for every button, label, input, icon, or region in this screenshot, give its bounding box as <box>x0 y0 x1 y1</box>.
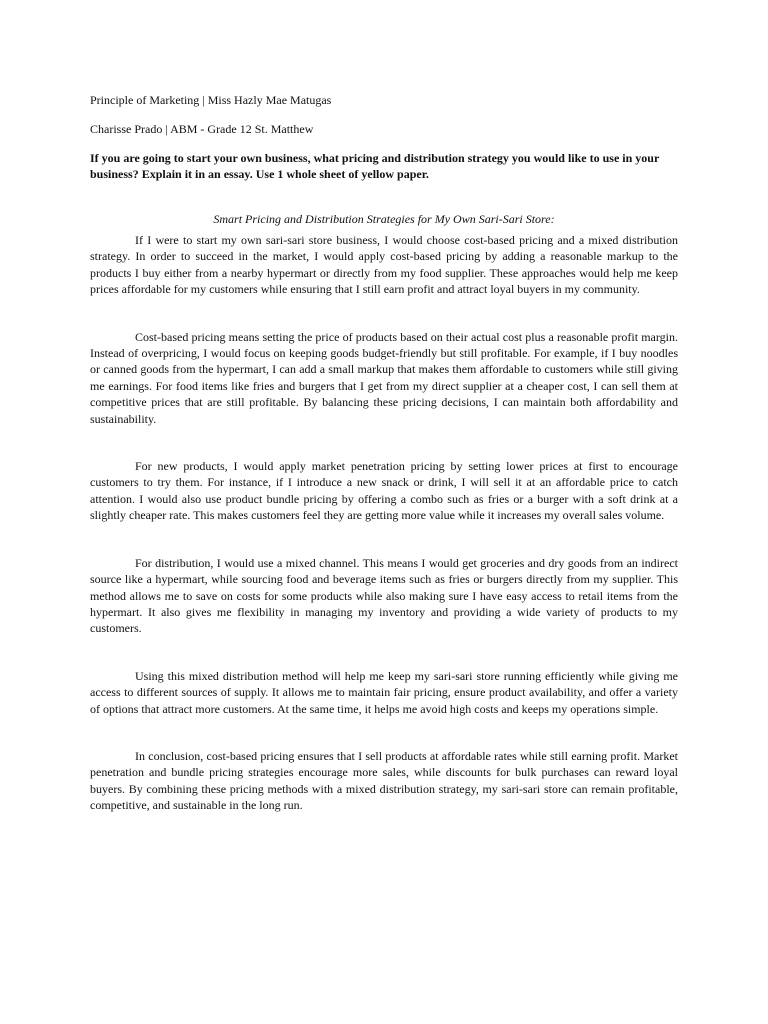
assignment-prompt: If you are going to start your own business, what pricing and distribution strategy you would like to use in your business? Explain it in an essay. Use 1 whole sheet of yellow paper. <box>90 151 660 181</box>
course-line: Principle of Marketing | Miss Hazly Mae Matugas <box>90 93 332 107</box>
essay-paragraph-1: If I were to start my own sari-sari store business, I would choose cost-based pricing and a mixed distribution strategy. In order to succeed in the market, I would apply cost-based pricing by adding a reasonable markup to the products I buy either from a nearby hypermart or directly from my food supplier. These approaches would help me keep prices affordable for my customers while ensuring that I still earn profit and attract loyal buyers in my community. <box>90 233 678 297</box>
essay-paragraph-4: For distribution, I would use a mixed channel. This means I would get groceries and dry goods from an indirect source like a hypermart, while sourcing food and beverage items such as fries or burgers directly from my supplier. This method allows me to save on costs for some products while also making sure I have easy access to retail items from the hypermart. It also gives me flexibility in managing my inventory and providing a wide variety of products to my customers. <box>90 555 678 636</box>
student-line: Charisse Prado | ABM - Grade 12 St. Matthew <box>90 122 314 136</box>
essay-title: Smart Pricing and Distribution Strategies for My Own Sari-Sari Store: <box>213 212 555 226</box>
essay-paragraph-5: Using this mixed distribution method will help me keep my sari-sari store running efficiently while giving me access to different sources of supply. It allows me to maintain fair pricing, ensure product availability, and offer a variety of options that attract more customers. At the same time, it helps me avoid high costs and keeps my operations simple. <box>90 668 678 716</box>
document-page <box>90 92 678 814</box>
essay-paragraph-6: In conclusion, cost-based pricing ensures that I sell products at affordable rates while still earning profit. Market penetration and bundle pricing strategies encourage more sales, while discounts for bulk purchases can reward loyal buyers. By combining these pricing methods with a mixed distribution strategy, my sari-sari store can remain profitable, competitive, and sustainable in the long run. <box>90 748 678 813</box>
essay-paragraph-3: For new products, I would apply market penetration pricing by setting lower prices at first to encourage customers to try them. For instance, if I introduce a new snack or drink, I will sell it at an affordable price to catch attention. I would also use product bundle pricing by offering a combo such as fries or a burger with a soft drink at a slightly cheaper rate. This makes customers feel they are getting more value while it increases my overall sales volume. <box>90 459 678 523</box>
essay-paragraph-2: Cost-based pricing means setting the price of products based on their actual cost plus a reasonable profit margin. Instead of overpricing, I would focus on keeping goods budget-friendly but still profitable. For example, if I buy noodles or canned goods from the hypermart, I can add a small markup that makes them affordable to customers while still giving me earnings. For food items like fries and burgers that I get from my direct supplier at a cheaper cost, I can sell them at competitive prices that are still profitable. By balancing these pricing decisions, I can maintain both affordability and sustainability. <box>90 329 678 426</box>
